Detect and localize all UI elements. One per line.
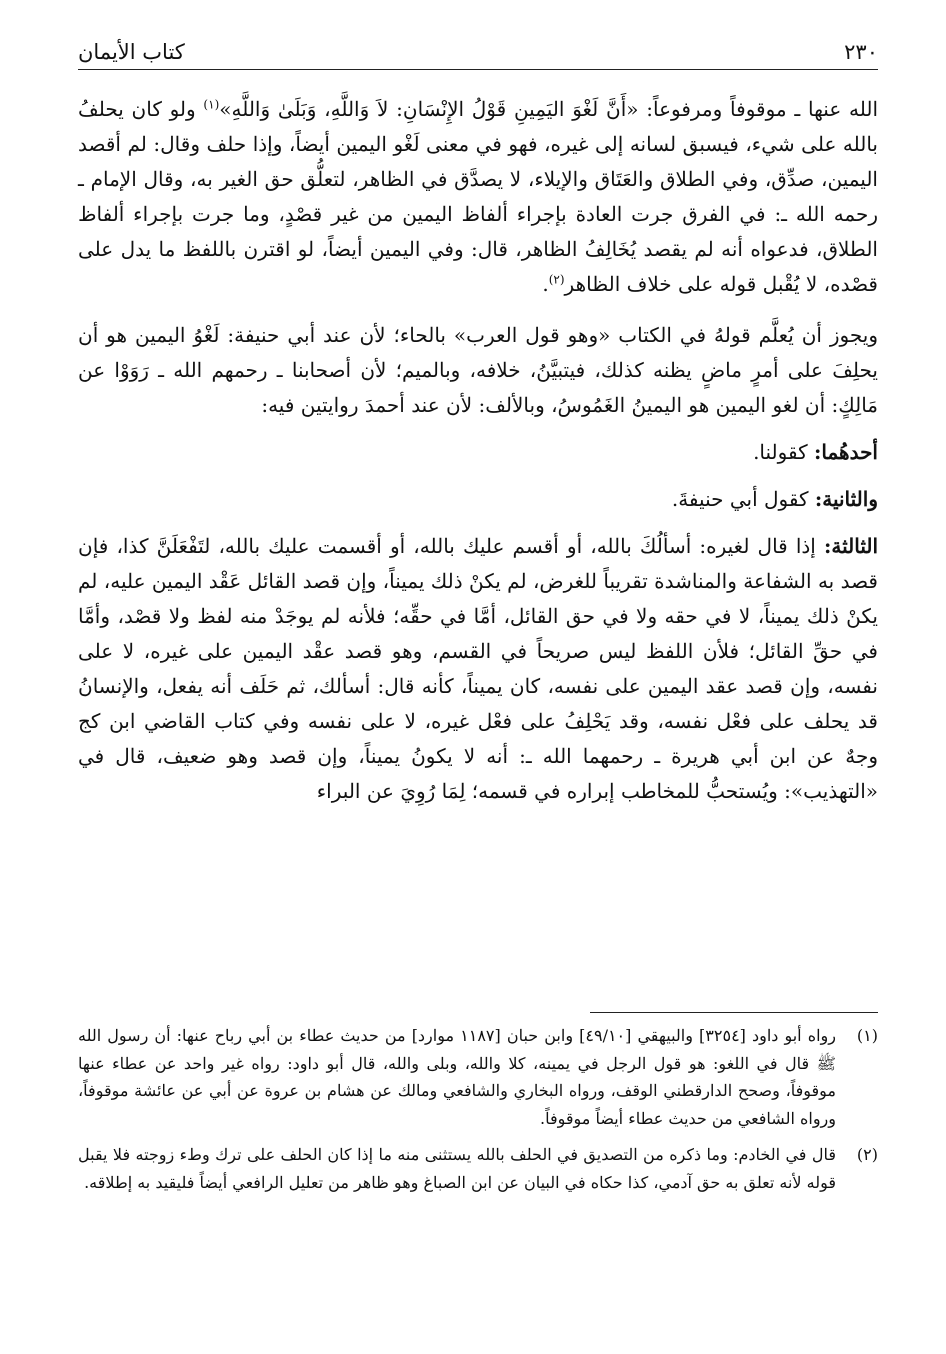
- footnote-ref-1: (١): [203, 97, 220, 112]
- running-header: [78, 30, 878, 64]
- footnote-2-number: (٢): [856, 1145, 878, 1164]
- footnote-ref-2: (٢): [548, 272, 565, 287]
- footnote-1: [78, 1022, 878, 1132]
- list-item-second-text: كقول أبي حنيفةَ.: [671, 487, 815, 511]
- paragraph-3: [78, 529, 878, 809]
- footnote-2-text: قال في الخادم: وما ذكره من التصديق في الحلف بالله يستثنى منه ما إذا كان الحلف على ترك وطء زوجته فلا يقبل قوله لأنه تعلق به حق آدمي، كذا حكاه في البيان عن ابن الصباغ وهو ظاهر من تعليل الرافعي أيضاً فليقيد به إطلاقه.: [78, 1145, 836, 1192]
- paragraph-2: ويجوز أن يُعلَّم قولهُ في الكتاب «وهو قول العرب» بالحاء؛ لأن عند أبي حنيفة: لَغْوُ اليمين هو أن يحلِفَ على أمرٍ ماضٍ يظنه كذلك، فيتبيَّنُ، خلافه، وبالميم؛ لأن أصحابنا ـ رحمهم الله ـ رَوَوْا عن مَالِكٍ: أن لغو اليمين هو اليمينُ الغَمُوسُ، وبالألف: لأن عند أحمدَ روايتين فيه:: [78, 323, 878, 417]
- running-title: كتاب الأيمان: [78, 40, 185, 64]
- list-item-first: [78, 435, 878, 470]
- list-item-second-label: والثانية:: [814, 487, 878, 511]
- list-item-first-label: أحدهُما:: [813, 440, 878, 464]
- footnote-rule: [590, 1012, 878, 1013]
- footnote-2: [78, 1141, 878, 1196]
- paragraph-1: [78, 92, 878, 302]
- paragraph-1-end: .: [542, 272, 549, 296]
- page-number: ٢٣٠: [844, 40, 878, 64]
- header-rule: [78, 69, 878, 70]
- list-item-first-text: كقولنا.: [753, 440, 814, 464]
- footnote-1-text: رواه أبو داود [٣٢٥٤] والبيهقي [٤٩/١٠] وابن حبان [١١٨٧ موارد] من حديث عطاء بن أبي رباح عنها: أن رسول الله ﷺ قال في اللغو: هو قول الرجل في يمينه، كلا والله، وبلى والله، قال أبو داود: رواه غير واحد عن عطاء عنها موقوفاً، وصحح الدارقطني الوقف، ورواه البخاري والشافعي ومالك عن هشام بن عروة عن أبي عن عائشة موقوفاً، ورواه الشافعي من حديث عطاء أيضاً موقوفاً.: [78, 1026, 836, 1128]
- footnote-1-number: (١): [856, 1026, 878, 1045]
- paragraph-1-text-b: ولو كان يحلفُ بالله على شيء، فيسبق لسانه إلى غيره، فهو في معنى لَغْو اليمين أيضاً، وإذا حلف وقال: لم أقصد اليمين، صدِّق، وفي الطلاق والعَتَاق والإيلاء، لا يصدَّق في الظاهر، لتعلُّق حق الغير به، وقال الإمام ـ رحمه الله ـ: في الفرق جرت العادة بإجراء ألفاظ اليمين من غير قصْدٍ، وما جرت بإجراء ألفاظ الطلاق، فدعواه أنه لم يقصد يُخَالِفُ الظاهر، قال: وفي اليمين أيضاً، لو اقترن باللفظ ما يدل على قصْده، لا يُقْبل قوله على خلاف الظاهر: [78, 97, 878, 296]
- paragraph-3-label: الثالثة:: [823, 534, 878, 558]
- paragraph-1-text-a: الله عنها ـ موقوفاً ومرفوعاً: «أَنَّ لَغْوَ اليَمِينِ قَوْلُ الإِنْسَانِ: لاَ وَاللَّهِ، وَبَلَىٰ وَاللَّهِ»: [219, 97, 878, 121]
- list-item-second: [78, 482, 878, 517]
- footnotes: [78, 1022, 878, 1205]
- main-text: [78, 92, 878, 809]
- paragraph-3-text: إذا قال لغيره: أسألُكَ بالله، أو أقسم عليك بالله، أو أقسمت عليك بالله، لتَفْعَلَنَّ كذا، فإن قصد به الشفاعة والمناشدة تقريباً للغرض، لم يكنْ ذلك يميناً، وإن قصد القائل عَقْد اليمين عليه، لم يكنْ ذلك يميناً، لا في حقه ولا في حق القائل، أمَّا في حقِّه؛ فلأنه لم يوجَدْ منه لفظ ولا قصْد، وأمَّا في حقِّ القائل؛ فلأن اللفظ ليس صريحاً في القسم، وهو قصد عقْد اليمين على غيره، لا على نفسه، وإن قصد عقد اليمين على نفسه، كان يميناً، كأنه قال: أسألك، ثم حَلَف أنه يفعل، والإنسانُ قد يحلف على فعْل نفسه، وقد يَحْلِفُ على فعْل غيره، لا على نفسه وفي كتاب القاضي ابن كج وجهٌ عن ابن أبي هريرة ـ رحمهما الله ـ: أنه لا يكونُ يميناً، وإن قصد وهو ضعيف، قال في «التهذيب»: ويُستحبُّ للمخاطب إبراره في قسمه؛ لِمَا رُوِيَ عن البراء: [78, 534, 878, 803]
